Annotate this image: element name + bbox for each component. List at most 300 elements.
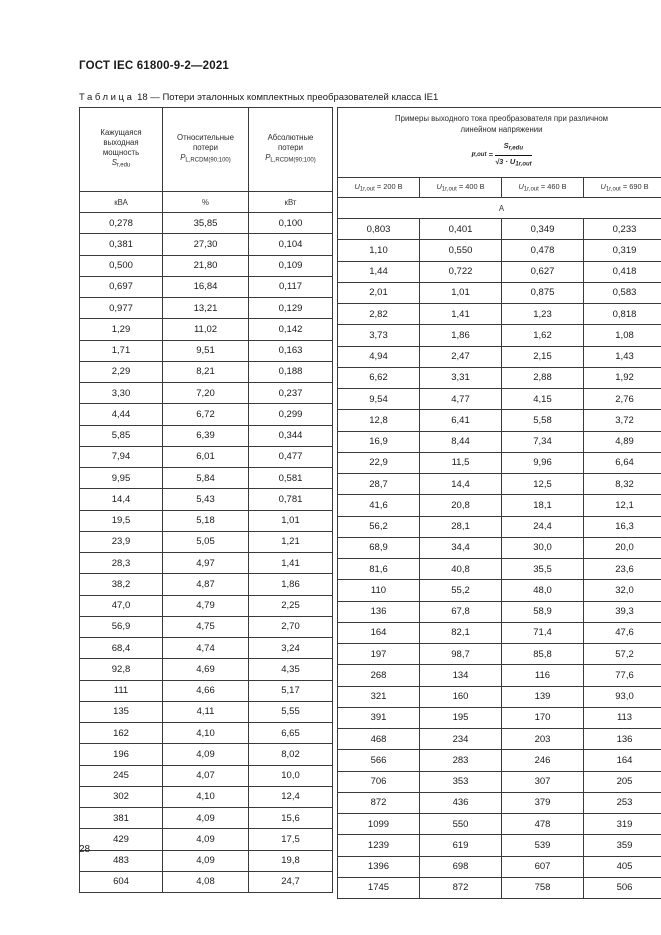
table-row	[338, 835, 661, 856]
table-cell: 170	[502, 707, 584, 728]
table-cell: 0,104	[249, 234, 333, 255]
table-cell: 4,09	[163, 850, 249, 871]
table-cell: 6,72	[163, 404, 249, 425]
table-cell: 1,08	[584, 325, 661, 346]
table-cell: 619	[420, 835, 502, 856]
table-cell: 30,0	[502, 537, 584, 558]
table-cell: 4,10	[163, 786, 249, 807]
table-cell: 0,278	[80, 213, 163, 234]
table-cell: 4,07	[163, 765, 249, 786]
table-cell: 160	[420, 686, 502, 707]
table-cell: 706	[338, 771, 420, 792]
table-cell: 7,34	[502, 431, 584, 452]
table-row	[80, 361, 333, 382]
table-cell: 6,65	[249, 723, 333, 744]
table-cell: 0,381	[80, 234, 163, 255]
losses-left-table	[79, 107, 333, 893]
table-cell: 195	[420, 707, 502, 728]
table-row	[80, 808, 333, 829]
table-cell: 68,9	[338, 537, 420, 558]
standard-header: ГОСТ IEC 61800-9-2—2021	[79, 60, 230, 72]
table-cell: 19,8	[249, 850, 333, 871]
left-units-row	[80, 192, 333, 213]
table-cell: 40,8	[420, 559, 502, 580]
table-cell: 245	[80, 765, 163, 786]
table-row	[338, 814, 661, 835]
table-row	[338, 474, 661, 495]
output-current-header: Примеры выходного тока преобразователя при различном линейном напряжении I r,out = $\frac{S_{r,edu}}{√3 \cdot U_{1r,out}}$	[338, 108, 661, 178]
unit-percent: %	[163, 192, 249, 213]
table-row	[338, 431, 661, 452]
table-cell: 17,5	[249, 829, 333, 850]
table-cell: 6,41	[420, 410, 502, 431]
table-cell: 12,8	[338, 410, 420, 431]
table-row	[338, 410, 661, 431]
table-row	[80, 616, 333, 637]
table-cell: 164	[338, 622, 420, 643]
table-cell: 391	[338, 707, 420, 728]
table-cell: 1,41	[249, 553, 333, 574]
table-cell: 483	[80, 850, 163, 871]
table-cell: 566	[338, 750, 420, 771]
apparent-power-header: Кажущаяся выходная мощность $S_{r,edu}$	[80, 108, 163, 192]
table-cell: 0,875	[502, 282, 584, 303]
table-cell: 0,237	[249, 383, 333, 404]
table-cell: 47,6	[584, 622, 661, 643]
table-row	[80, 723, 333, 744]
table-cell: 246	[502, 750, 584, 771]
table-cell: 0,418	[584, 261, 661, 282]
table-cell: 0,500	[80, 255, 163, 276]
table-cell: 0,581	[249, 468, 333, 489]
table-cell: 5,43	[163, 489, 249, 510]
table-cell: 1,44	[338, 261, 420, 282]
table-cell: 1,43	[584, 346, 661, 367]
table-row	[80, 213, 333, 234]
table-cell: 1,92	[584, 367, 661, 388]
table-cell: 359	[584, 835, 661, 856]
table-cell: 1,29	[80, 319, 163, 340]
table-cell: 5,17	[249, 680, 333, 701]
table-cell: 4,15	[502, 389, 584, 410]
table-cell: 139	[502, 686, 584, 707]
table-cell: 28,1	[420, 516, 502, 537]
table-cell: 468	[338, 729, 420, 750]
table-row	[338, 219, 661, 240]
table-row	[338, 261, 661, 282]
table-cell: 111	[80, 680, 163, 701]
table-cell: 4,75	[163, 616, 249, 637]
table-cell: 20,8	[420, 495, 502, 516]
table-row	[338, 389, 661, 410]
voltage-690: $U_{1r,out} = 690$ В	[584, 178, 661, 198]
table-cell: 1239	[338, 835, 420, 856]
table-cell: 1,23	[502, 304, 584, 325]
table-row	[338, 452, 661, 473]
table-cell: 6,01	[163, 446, 249, 467]
table-cell: 4,11	[163, 701, 249, 722]
table-cell: 0,109	[249, 255, 333, 276]
table-cell: 2,29	[80, 361, 163, 382]
table-cell: 3,72	[584, 410, 661, 431]
table-cell: 34,4	[420, 537, 502, 558]
table-row	[338, 665, 661, 686]
table-cell: 698	[420, 856, 502, 877]
table-cell: 0,803	[338, 219, 420, 240]
table-cell: 135	[80, 701, 163, 722]
table-cell: 0,550	[420, 240, 502, 261]
table-row	[80, 383, 333, 404]
table-cell: 4,08	[163, 871, 249, 892]
table-cell: 57,2	[584, 644, 661, 665]
table-row	[80, 829, 333, 850]
table-cell: 9,51	[163, 340, 249, 361]
table-cell: 758	[502, 877, 584, 898]
table-cell: 4,44	[80, 404, 163, 425]
table-cell: 1,62	[502, 325, 584, 346]
table-cell: 2,15	[502, 346, 584, 367]
table-cell: 5,84	[163, 468, 249, 489]
table-cell: 162	[80, 723, 163, 744]
table-row	[338, 750, 661, 771]
table-row	[338, 707, 661, 728]
table-cell: 0,478	[502, 240, 584, 261]
table-cell: 302	[80, 786, 163, 807]
table-cell: 41,6	[338, 495, 420, 516]
table-cell: 7,94	[80, 446, 163, 467]
table-cell: 71,4	[502, 622, 584, 643]
table-cell: 539	[502, 835, 584, 856]
table-cell: 4,09	[163, 829, 249, 850]
table-row	[338, 367, 661, 388]
table-cell: 205	[584, 771, 661, 792]
table-cell: 0,163	[249, 340, 333, 361]
table-row	[80, 234, 333, 255]
unit-kw: кВт	[249, 192, 333, 213]
table-cell: 1099	[338, 814, 420, 835]
table-cell: 4,74	[163, 638, 249, 659]
table-cell: 4,66	[163, 680, 249, 701]
absolute-losses-header: Абсолютные потери $P_{L,RCDM(90;100)}$	[249, 108, 333, 192]
table-row	[80, 425, 333, 446]
table-row	[80, 319, 333, 340]
table-cell: 23,9	[80, 531, 163, 552]
table-row	[80, 871, 333, 892]
table-cell: 0,142	[249, 319, 333, 340]
table-row	[80, 638, 333, 659]
table-cell: 20,0	[584, 537, 661, 558]
table-row	[338, 601, 661, 622]
table-cell: 203	[502, 729, 584, 750]
table-cell: 319	[584, 814, 661, 835]
voltage-400: $U_{1r,out} = 400$ В	[420, 178, 502, 198]
table-cell: 9,96	[502, 452, 584, 473]
table-cell: 14,4	[80, 489, 163, 510]
table-cell: 56,9	[80, 616, 163, 637]
table-cell: 28,7	[338, 474, 420, 495]
table-cell: 8,32	[584, 474, 661, 495]
table-cell: 82,1	[420, 622, 502, 643]
table-cell: 92,8	[80, 659, 163, 680]
table-cell: 2,01	[338, 282, 420, 303]
table-cell: 18,1	[502, 495, 584, 516]
voltage-460: $U_{1r,out} = 460$ В	[502, 178, 584, 198]
table-cell: 5,55	[249, 701, 333, 722]
table-row	[338, 856, 661, 877]
table-cell: 4,69	[163, 659, 249, 680]
table-cell: 4,35	[249, 659, 333, 680]
table-cell: 5,05	[163, 531, 249, 552]
table-row	[80, 404, 333, 425]
table-cell: 116	[502, 665, 584, 686]
table-row	[80, 765, 333, 786]
left-table-body	[80, 108, 333, 893]
table-row	[80, 255, 333, 276]
table-cell: 4,09	[163, 808, 249, 829]
table-cell: 379	[502, 792, 584, 813]
table-cell: 283	[420, 750, 502, 771]
table-cell: 15,6	[249, 808, 333, 829]
table-cell: 11,5	[420, 452, 502, 473]
table-row	[80, 276, 333, 297]
table-cell: 22,9	[338, 452, 420, 473]
table-cell: 4,79	[163, 595, 249, 616]
voltage-row	[338, 178, 661, 198]
table-cell: 0,627	[502, 261, 584, 282]
table-cell: 1,01	[420, 282, 502, 303]
table-cell: 136	[338, 601, 420, 622]
table-cell: 4,87	[163, 574, 249, 595]
table-cell: 4,10	[163, 723, 249, 744]
table-cell: 24,7	[249, 871, 333, 892]
table-cell: 307	[502, 771, 584, 792]
table-cell: 39,3	[584, 601, 661, 622]
table-cell: 234	[420, 729, 502, 750]
table-cell: 6,39	[163, 425, 249, 446]
table-row	[80, 850, 333, 871]
table-cell: 5,18	[163, 510, 249, 531]
table-row	[338, 304, 661, 325]
table-row	[80, 786, 333, 807]
caption-word: Таблица	[79, 92, 135, 103]
table-cell: 35,85	[163, 213, 249, 234]
table-cell: 872	[338, 792, 420, 813]
table-cell: 604	[80, 871, 163, 892]
table-cell: 93,0	[584, 686, 661, 707]
table-row	[80, 446, 333, 467]
table-cell: 27,30	[163, 234, 249, 255]
table-cell: 253	[584, 792, 661, 813]
table-caption	[79, 92, 438, 103]
table-cell: 35,5	[502, 559, 584, 580]
table-cell: 12,4	[249, 786, 333, 807]
table-cell: 81,6	[338, 559, 420, 580]
table-cell: 4,09	[163, 744, 249, 765]
table-row	[338, 537, 661, 558]
losses-right-table	[337, 107, 661, 899]
table-cell: 1,10	[338, 240, 420, 261]
table-cell: 872	[420, 877, 502, 898]
table-cell: 4,89	[584, 431, 661, 452]
table-cell: 113	[584, 707, 661, 728]
table-row	[80, 744, 333, 765]
table-cell: 48,0	[502, 580, 584, 601]
table-cell: 197	[338, 644, 420, 665]
table-cell: 0,344	[249, 425, 333, 446]
table-cell: 0,100	[249, 213, 333, 234]
table-cell: 136	[584, 729, 661, 750]
table-row	[80, 468, 333, 489]
table-cell: 16,9	[338, 431, 420, 452]
table-cell: 7,20	[163, 383, 249, 404]
table-row	[338, 729, 661, 750]
table-row	[338, 240, 661, 261]
table-cell: 13,21	[163, 298, 249, 319]
table-row	[80, 595, 333, 616]
table-row	[80, 298, 333, 319]
table-cell: 134	[420, 665, 502, 686]
table-cell: 38,2	[80, 574, 163, 595]
table-row	[80, 340, 333, 361]
table-cell: 56,2	[338, 516, 420, 537]
table-cell: 164	[584, 750, 661, 771]
table-cell: 0,233	[584, 219, 661, 240]
table-row	[338, 771, 661, 792]
table-cell: 3,30	[80, 383, 163, 404]
table-cell: 4,77	[420, 389, 502, 410]
table-cell: 0,818	[584, 304, 661, 325]
table-cell: 0,188	[249, 361, 333, 382]
table-cell: 0,299	[249, 404, 333, 425]
table-cell: 268	[338, 665, 420, 686]
table-cell: 0,319	[584, 240, 661, 261]
left-header-row	[80, 108, 333, 192]
table-row	[338, 325, 661, 346]
table-row	[80, 680, 333, 701]
table-cell: 2,76	[584, 389, 661, 410]
table-cell: 0,349	[502, 219, 584, 240]
table-cell: 12,1	[584, 495, 661, 516]
table-cell: 2,82	[338, 304, 420, 325]
table-row	[338, 686, 661, 707]
table-cell: 77,6	[584, 665, 661, 686]
table-cell: 28,3	[80, 553, 163, 574]
table-cell: 1,21	[249, 531, 333, 552]
table-row	[338, 644, 661, 665]
table-cell: 4,97	[163, 553, 249, 574]
table-cell: 6,64	[584, 452, 661, 473]
table-row	[338, 559, 661, 580]
right-units-row	[338, 198, 661, 219]
table-cell: 607	[502, 856, 584, 877]
table-cell: 2,88	[502, 367, 584, 388]
table-cell: 8,21	[163, 361, 249, 382]
table-cell: 67,8	[420, 601, 502, 622]
relative-losses-header: Относительные потери $P_{L,RCDM(90;100)}$	[163, 108, 249, 192]
table-cell: 32,0	[584, 580, 661, 601]
voltage-200: $U_{1r,out} = 200$ В	[338, 178, 420, 198]
table-row	[338, 622, 661, 643]
right-header-row	[338, 108, 661, 178]
table-cell: 506	[584, 877, 661, 898]
table-cell: 23,6	[584, 559, 661, 580]
table-cell: 55,2	[420, 580, 502, 601]
table-cell: 353	[420, 771, 502, 792]
table-cell: 1745	[338, 877, 420, 898]
unit-kva: кВА	[80, 192, 163, 213]
page-number: 28	[79, 844, 91, 855]
table-cell: 478	[502, 814, 584, 835]
table-row	[80, 659, 333, 680]
table-cell: 6,62	[338, 367, 420, 388]
table-cell: 0,129	[249, 298, 333, 319]
table-cell: 550	[420, 814, 502, 835]
table-cell: 5,85	[80, 425, 163, 446]
table-cell: 0,401	[420, 219, 502, 240]
table-cell: 11,02	[163, 319, 249, 340]
table-cell: 1,01	[249, 510, 333, 531]
table-cell: 24,4	[502, 516, 584, 537]
table-cell: 98,7	[420, 644, 502, 665]
table-cell: 19,5	[80, 510, 163, 531]
table-row	[338, 516, 661, 537]
table-cell: 9,95	[80, 468, 163, 489]
table-cell: 2,47	[420, 346, 502, 367]
table-cell: 1,71	[80, 340, 163, 361]
table-cell: 2,25	[249, 595, 333, 616]
right-table-body	[338, 108, 661, 899]
table-row	[338, 792, 661, 813]
table-cell: 1,41	[420, 304, 502, 325]
table-row	[80, 701, 333, 722]
table-row	[338, 877, 661, 898]
table-row	[338, 282, 661, 303]
table-cell: 47,0	[80, 595, 163, 616]
table-cell: 9,54	[338, 389, 420, 410]
table-cell: 85,8	[502, 644, 584, 665]
output-current-formula: I r,out = $\frac{S_{r,edu}}{√3 \cdot U_{1r,out}}$	[471, 141, 532, 168]
table-cell: 436	[420, 792, 502, 813]
table-cell: 14,4	[420, 474, 502, 495]
table-cell: 4,94	[338, 346, 420, 367]
table-cell: 0,697	[80, 276, 163, 297]
table-row	[80, 510, 333, 531]
unit-ampere: А	[338, 198, 661, 219]
table-cell: 10,0	[249, 765, 333, 786]
table-cell: 3,31	[420, 367, 502, 388]
table-cell: 16,84	[163, 276, 249, 297]
table-row	[80, 553, 333, 574]
table-cell: 1,86	[249, 574, 333, 595]
table-row	[80, 489, 333, 510]
table-cell: 58,9	[502, 601, 584, 622]
table-cell: 21,80	[163, 255, 249, 276]
table-cell: 0,722	[420, 261, 502, 282]
table-cell: 3,73	[338, 325, 420, 346]
table-row	[80, 574, 333, 595]
table-cell: 429	[80, 829, 163, 850]
table-cell: 8,02	[249, 744, 333, 765]
table-row	[338, 495, 661, 516]
table-row	[338, 346, 661, 367]
table-cell: 0,477	[249, 446, 333, 467]
table-cell: 321	[338, 686, 420, 707]
table-cell: 3,24	[249, 638, 333, 659]
table-cell: 0,977	[80, 298, 163, 319]
table-cell: 0,583	[584, 282, 661, 303]
table-cell: 196	[80, 744, 163, 765]
table-cell: 1396	[338, 856, 420, 877]
